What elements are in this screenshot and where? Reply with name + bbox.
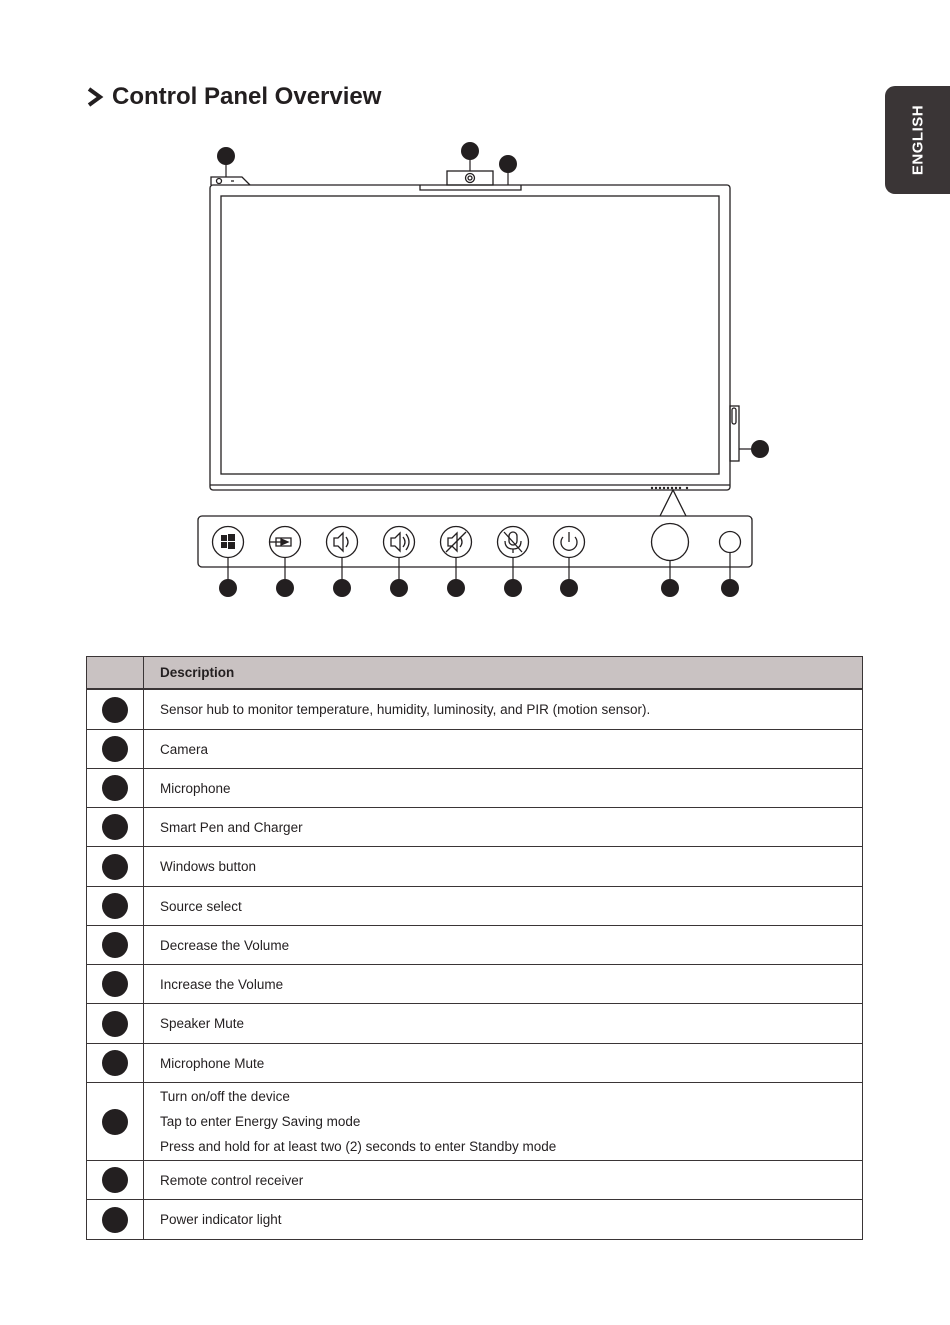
table-row — [87, 769, 863, 808]
callout-5 — [219, 579, 237, 597]
number-marker — [102, 854, 128, 880]
volume-down-icon — [327, 527, 358, 558]
language-label: ENGLISH — [909, 104, 926, 176]
table-row — [87, 847, 863, 887]
number-marker — [102, 1050, 128, 1076]
callout-13 — [721, 579, 739, 597]
table-row — [87, 965, 863, 1004]
callout-6 — [276, 579, 294, 597]
indicator-dots — [651, 487, 688, 489]
callout-2 — [461, 142, 479, 160]
table-row — [87, 1044, 863, 1083]
number-marker — [102, 932, 128, 958]
microphone-bar — [420, 185, 521, 190]
callout-10 — [504, 579, 522, 597]
page-title: Control Panel Overview — [112, 83, 382, 110]
table-row — [87, 1004, 863, 1044]
number-marker — [102, 697, 128, 723]
description-line: Turn on/off the device — [160, 1089, 290, 1104]
display-screen — [221, 196, 719, 474]
table-row — [87, 1083, 863, 1161]
control-panel-diagram — [0, 0, 950, 640]
number-header — [87, 657, 144, 690]
callout-8 — [390, 579, 408, 597]
row-description: Microphone Mute — [144, 1044, 863, 1083]
description-line: Tap to enter Energy Saving mode — [160, 1114, 361, 1129]
camera-lens-icon — [466, 174, 475, 183]
windows-logo-icon — [221, 534, 235, 549]
sensor-icon — [217, 179, 222, 184]
number-marker — [102, 1011, 128, 1037]
callout-1 — [217, 147, 235, 165]
callout-9 — [447, 579, 465, 597]
row-description: Sensor hub to monitor temperature, humidity, luminosity, and PIR (motion sensor). — [144, 689, 863, 730]
callout-4 — [751, 440, 769, 458]
number-marker — [102, 1167, 128, 1193]
table-header-row — [87, 657, 863, 690]
row-description: Power indicator light — [144, 1200, 863, 1240]
number-marker — [102, 1207, 128, 1233]
remote-receiver-icon — [652, 524, 689, 561]
description-line: Press and hold for at least two (2) seconds to enter Standby mode — [160, 1139, 557, 1154]
row-description: Decrease the Volume — [144, 926, 863, 965]
table-row — [87, 1161, 863, 1200]
display-frame — [210, 185, 730, 490]
row-description: Camera — [144, 730, 863, 769]
number-marker — [102, 736, 128, 762]
row-description: Remote control receiver — [144, 1161, 863, 1200]
row-description: Microphone — [144, 769, 863, 808]
volume-up-icon — [384, 527, 415, 558]
number-marker — [102, 971, 128, 997]
callout-3 — [499, 155, 517, 173]
table-row — [87, 689, 863, 730]
description-table — [86, 656, 863, 1240]
callout-7 — [333, 579, 351, 597]
callout-11 — [560, 579, 578, 597]
row-description: Speaker Mute — [144, 1004, 863, 1044]
table-row — [87, 887, 863, 926]
row-description: Windows button — [144, 847, 863, 887]
callout-12 — [661, 579, 679, 597]
table-row — [87, 1200, 863, 1240]
table-row — [87, 808, 863, 847]
row-description: Source select — [144, 887, 863, 926]
row-description: Increase the Volume — [144, 965, 863, 1004]
number-marker — [102, 814, 128, 840]
number-marker — [102, 893, 128, 919]
row-description — [144, 1083, 863, 1161]
number-marker — [102, 1109, 128, 1135]
callout-markers — [217, 142, 769, 597]
table-row — [87, 926, 863, 965]
description-header: Description — [144, 657, 863, 690]
table-row — [87, 730, 863, 769]
power-indicator-icon — [720, 532, 741, 553]
row-description: Smart Pen and Charger — [144, 808, 863, 847]
number-marker — [102, 775, 128, 801]
